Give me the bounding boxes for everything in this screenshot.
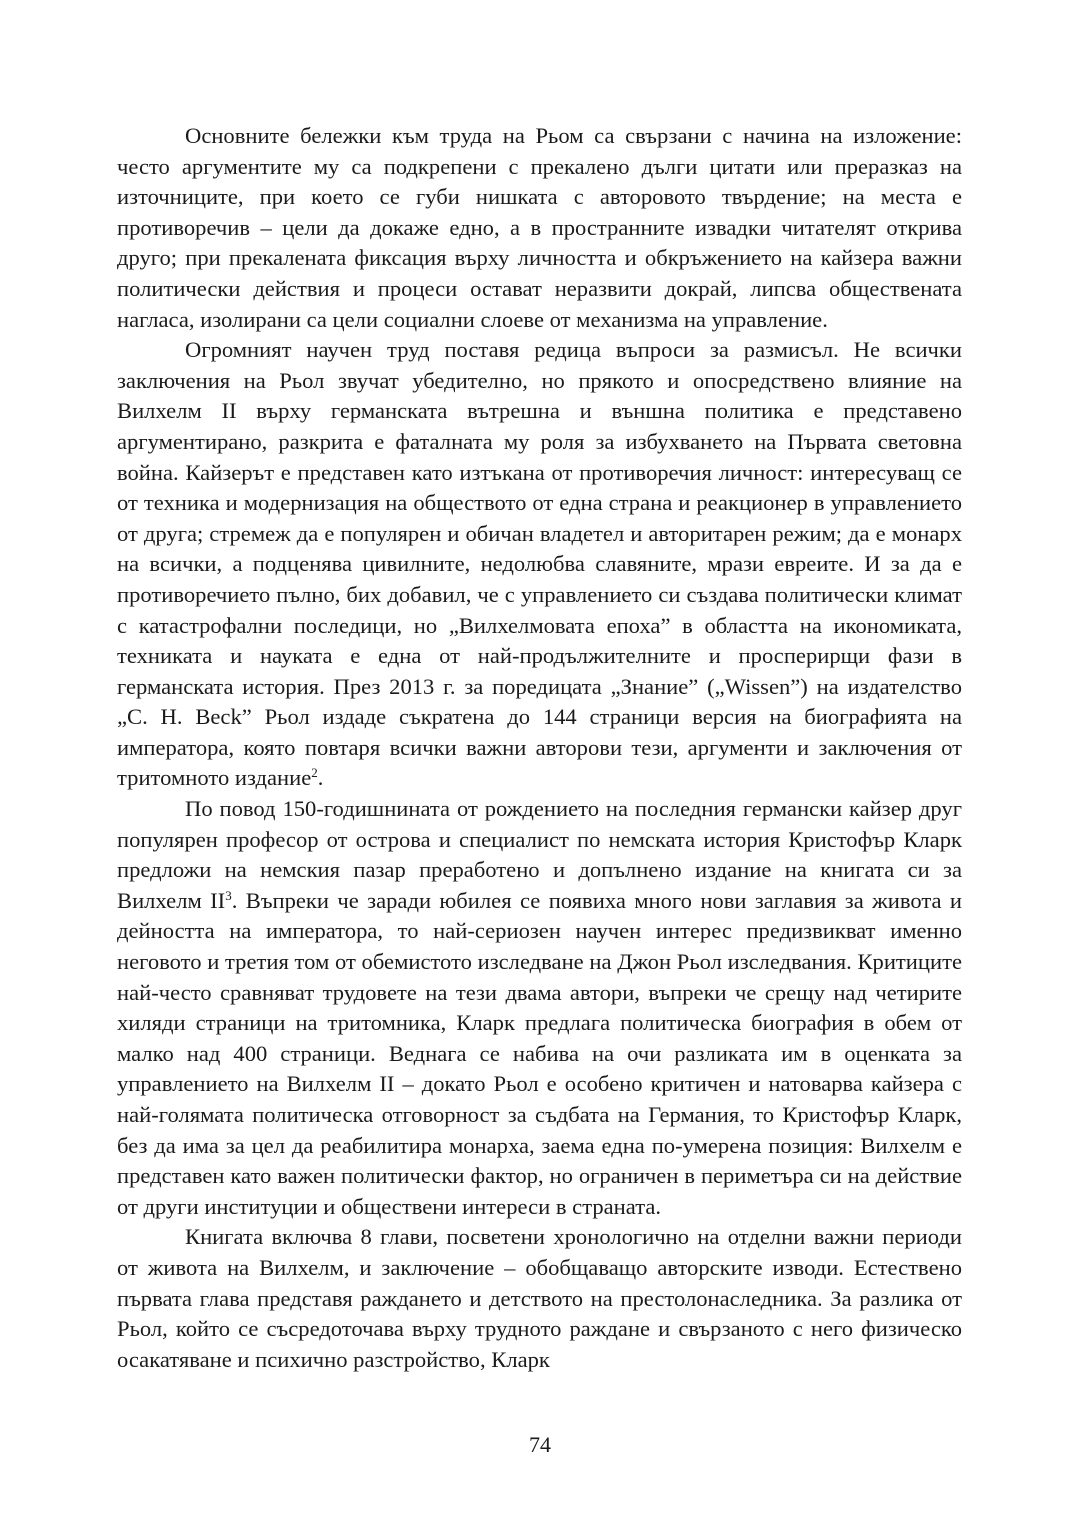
paragraph-criticism (117, 121, 962, 335)
paragraph-structure (117, 1222, 962, 1375)
page-number: 74 (529, 1432, 551, 1457)
page-body (117, 121, 962, 1375)
paragraph-text: Основните бележки към труда на Рьом са свързани с начина на изложение: често аргументите му са подкрепени с прекалено дълги цитати или преразказ на източниците, при което се губи нишката с авторовото твърдение; на места е противоречив – цели да докаже едно, а в пространните извадки читателят открива друго; при прекалената фиксация върху личността и обкръжението на кайзера важни политически действия и процеси остават неразвити докрай, липсва обществената нагласа, изолирани са цели социални слоеве от механизма на управление. (117, 123, 962, 332)
paragraph-clark (117, 794, 962, 1222)
paragraph-text: Книгата включва 8 глави, посветени хронологично на отделни важни периоди от живота на Вилхелм, и заключение – обобщаващо авторските изводи. Естествено първата глава представя раждането и детството на престолонаследника. За разлика от Рьол, който се съсредоточава върху трудното раждане и свързаното с него физическо осакатяване и психично разстройство, Кларк (117, 1224, 962, 1372)
footnote-marker: 2 (311, 765, 318, 781)
footnote-marker: 3 (225, 887, 232, 903)
paragraph-assessment (117, 335, 962, 794)
paragraph-text: По повод 150-годишнината от рождението на последния германски кайзер друг популярен професор от острова и специалист по немската история Кристофър Кларк предложи на немския пазар преработено и допълнено издание на книгата си за Вилхелм II (117, 796, 962, 913)
paragraph-text: Огромният научен труд поставя редица въпроси за размисъл. Не всички заключения на Рьол звучат убедително, но прякото и опосредствено влияние на Вилхелм II върху германската вътрешна и външна политика е представено аргументирано, разкрита е фаталната му роля за избухването на Първата световна война. Кайзерът е представен като изтъкана от противоречия личност: интересуващ се от техника и модернизация на обществото от една страна и реакционер в управлението от друга; стремеж да е популярен и обичан владетел и авторитарен режим; да е монарх на всички, а подценява цивилните, недолюбва славяните, мрази евреите. И за да е противоречието пълно, бих добавил, че с управлението си създава политически климат с катастрофални последици, но „Вилхелмовата епоха” в областта на икономиката, техниката и науката е една от най-продължителните и просперирщи фази в германската история. През 2013 г. за поредицата „Знание” („Wissen”) на издателство „C. H. Beck” Рьол издаде съкратена до 144 страници версия на биографията на императора, която повтаря всички важни авторови тези, аргументи и заключения от тритомното издание (117, 337, 962, 791)
paragraph-text-tail: . Въпреки че заради юбилея се появиха много нови заглавия за живота и дейността на императора, то най-сериозен научен интерес предизвикват именно неговото и третия том от обемистото изследване на Джон Рьол изследвания. Критиците най-често сравняват трудовете на тези двама автори, въпреки че срещу над четирите хиляди страници на тритомника, Кларк предлага политическа биография в обем от малко над 400 страници. Веднага се набива на очи разликата им в оценката за управлението на Вилхелм II – докато Рьол е особено критичен и натоварва кайзера с най-голямата политическа отговорност за съдбата на Германия, то Кристофър Кларк, без да има за цел да реабилитира монарха, заема една по-умерена позиция: Вилхелм е представен като важен политически фактор, но ограничен в периметъра си на действие от други институции и обществени интереси в страната. (117, 887, 962, 1219)
paragraph-text-tail: . (317, 765, 324, 791)
